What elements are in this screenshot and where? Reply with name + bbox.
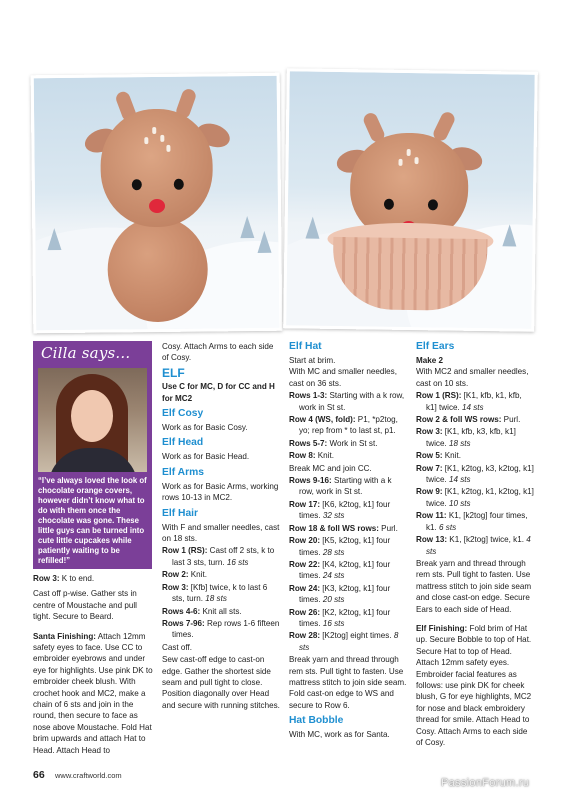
elf-head-heading: Elf Head xyxy=(162,437,204,449)
hair-row-3: Row 3: [Kfb] twice, k to last 6 sts, turn. 18 sts xyxy=(162,582,268,604)
elf-arms-heading: Elf Arms xyxy=(162,466,204,478)
column-4 xyxy=(416,341,534,752)
hat-row-8: Row 8: Knit. xyxy=(289,451,334,461)
hair-rows-7-96: Rows 7-96: Rep rows 1-6 fifteen times. xyxy=(162,618,280,640)
hat-row-24: Row 24: [K3, k2tog, k1] four times. 20 sts xyxy=(289,583,391,605)
cilla-portrait xyxy=(38,368,147,472)
page-number: 66 xyxy=(33,769,45,781)
ears-row-7: Row 7: [K1, k2tog, k3, k2tog, k1] twice. 14 sts xyxy=(416,463,534,485)
hat-cast: With MC and smaller needles, cast on 36 sts. xyxy=(289,367,397,388)
hat-rows-1-3: Rows 1-3: Starting with a k row, work in St st. xyxy=(289,391,405,412)
elf-ears-heading: Elf Ears xyxy=(416,341,455,352)
hat-bobble-text: With MC, work as for Santa. xyxy=(289,730,390,740)
hat-row-28: Row 28: [K2tog] eight times. 8 sts xyxy=(289,631,399,652)
cosy-intro: Cosy. Attach Arms to each side of Cosy. xyxy=(162,342,274,363)
ears-row-9: Row 9: [K1, k2tog, k1, k2tog, k1] twice. 10 sts xyxy=(416,487,534,508)
hat-row-20: Row 20: [K5, k2tog, k1] four times. 28 sts xyxy=(289,536,391,557)
column-3 xyxy=(289,341,407,745)
elf-heading: ELF xyxy=(162,365,185,380)
ears-break-text: Break yarn and thread through rem sts. Pull tight to fasten. Use mattress stitch to join side seam and close cast-on edge. Secure Ears to each side of Head. xyxy=(416,558,532,614)
hat-row-4: Row 4 (WS, fold): P1, *p2tog, yo; rep from * to last st, p1. xyxy=(289,415,398,436)
hat-rows-5-7: Rows 5-7: Work in St st. xyxy=(289,438,378,448)
elf-cosy-heading: Elf Cosy xyxy=(162,408,204,420)
column-2 xyxy=(162,341,280,715)
hair-row-2: Row 2: Knit. xyxy=(162,570,207,580)
elf-hair-heading: Elf Hair xyxy=(162,507,199,519)
row-3: Row 3: K to end. xyxy=(33,574,95,583)
hair-cast-off: Cast off. xyxy=(162,642,192,652)
reindeer-photo-right xyxy=(283,68,538,331)
hat-rows-9-16: Rows 9-16: Starting with a k row, work in St st. xyxy=(289,476,392,497)
cast-off-text: Cast off p-wise. Gather sts in centre of Moustache and pull tight. Secure to Beard. xyxy=(33,589,137,622)
elf-hat-heading: Elf Hat xyxy=(289,341,322,352)
cilla-title: Cilla says... xyxy=(41,344,131,362)
ears-make: Make 2 xyxy=(416,356,443,365)
ears-row-1: Row 1 (RS): [K1, kfb, k1, kfb, k1] twice. 14 sts xyxy=(416,391,522,412)
watermark: PassionForum.ru xyxy=(441,777,530,789)
hair-rows-4-6: Rows 4-6: Knit all sts. xyxy=(162,606,242,616)
hair-sew: Sew cast-off edge to cast-on edge. Gather the shortest side seam and pull tight to close. Position diagonally over Head and secure with running stitches. xyxy=(162,655,280,710)
hat-row-22: Row 22: [K4, k2tog, k1] four times. 24 sts xyxy=(289,559,391,581)
hat-intro: Start at brim. xyxy=(289,356,336,365)
cilla-says-box xyxy=(33,341,152,569)
cilla-quote: “I’ve always loved the look of chocolate orange covers, however didn’t know what to do with them once the chocolate was gone. These little guys can be turned into cute little cupcakes while patiently waiting to be refilled!” xyxy=(38,476,147,565)
elf-arms-text: Work as for Basic Arms, working rows 10-13 in MC2. xyxy=(162,481,279,503)
elf-cosy-text: Work as for Basic Cosy. xyxy=(162,423,248,433)
elf-head-text: Work as for Basic Head. xyxy=(162,452,250,462)
hair-row-1: Row 1 (RS): Cast off 2 sts, k to last 3 sts, turn. 16 sts xyxy=(162,546,275,567)
elf-use: Use C for MC, D for CC and H for MC2 xyxy=(162,382,275,403)
elf-hair-intro: With F and smaller needles, cast on 18 sts. xyxy=(162,522,280,544)
hat-row-18: Row 18 & foll WS rows: Purl. xyxy=(289,523,398,533)
ears-row-11: Row 11: K1, [k2tog] four times, k1. 6 sts xyxy=(416,511,528,532)
ears-row-3: Row 3: [K1, kfb, k3, kfb, k1] twice. 18 sts xyxy=(416,427,516,448)
column-1 xyxy=(33,573,153,760)
ears-cast: With MC2 and smaller needles, cast on 10 sts. xyxy=(416,367,529,388)
hat-bobble-heading: Hat Bobble xyxy=(289,715,344,727)
ears-row-5: Row 5: Knit. xyxy=(416,451,461,461)
ears-row-13: Row 13: K1, [k2tog] twice, k1. 4 sts xyxy=(416,535,531,556)
santa-finishing: Santa Finishing: Attach 12mm safety eyes to face. Use CC to embroider eyebrows and under eye for highlights. Use pink DK to embroider cheek blush. With crochet hook and MC2, make a chain of 6 sts and join in the round, then secure to face as nose above Moustache. Fold Hat brim upwards and attach Hat to Head. Attach Head to xyxy=(33,631,153,755)
hat-break-text: Break yarn and thread through rem sts. Pull tight to fasten. Use mattress stitch to join side seam. Fold cast-on edge to WS and secure to Row 6. xyxy=(289,655,407,710)
hat-row-17: Row 17: [K6, k2tog, k1] four times. 32 sts xyxy=(289,499,391,521)
ears-row-2: Row 2 & foll WS rows: Purl. xyxy=(416,415,521,425)
reindeer-photo-left xyxy=(31,73,283,334)
elf-finishing: Elf Finishing: Fold brim of Hat up. Secure Bobble to top of Hat. Secure Hat to top of Head. Attach 12mm safety eyes. Embroider facial features as follows: use pink DK for cheek blush, G for eye highlights, MC2 for nose and black embroidery thread for smile. Attach Head to Cosy. Attach Arms to each side of Cosy. xyxy=(416,623,532,747)
hat-row-26: Row 26: [K2, k2tog, k1] four times. 16 sts xyxy=(289,607,391,628)
hat-break-mc: Break MC and join CC. xyxy=(289,463,372,473)
footer-url[interactable]: www.craftworld.com xyxy=(55,771,122,780)
